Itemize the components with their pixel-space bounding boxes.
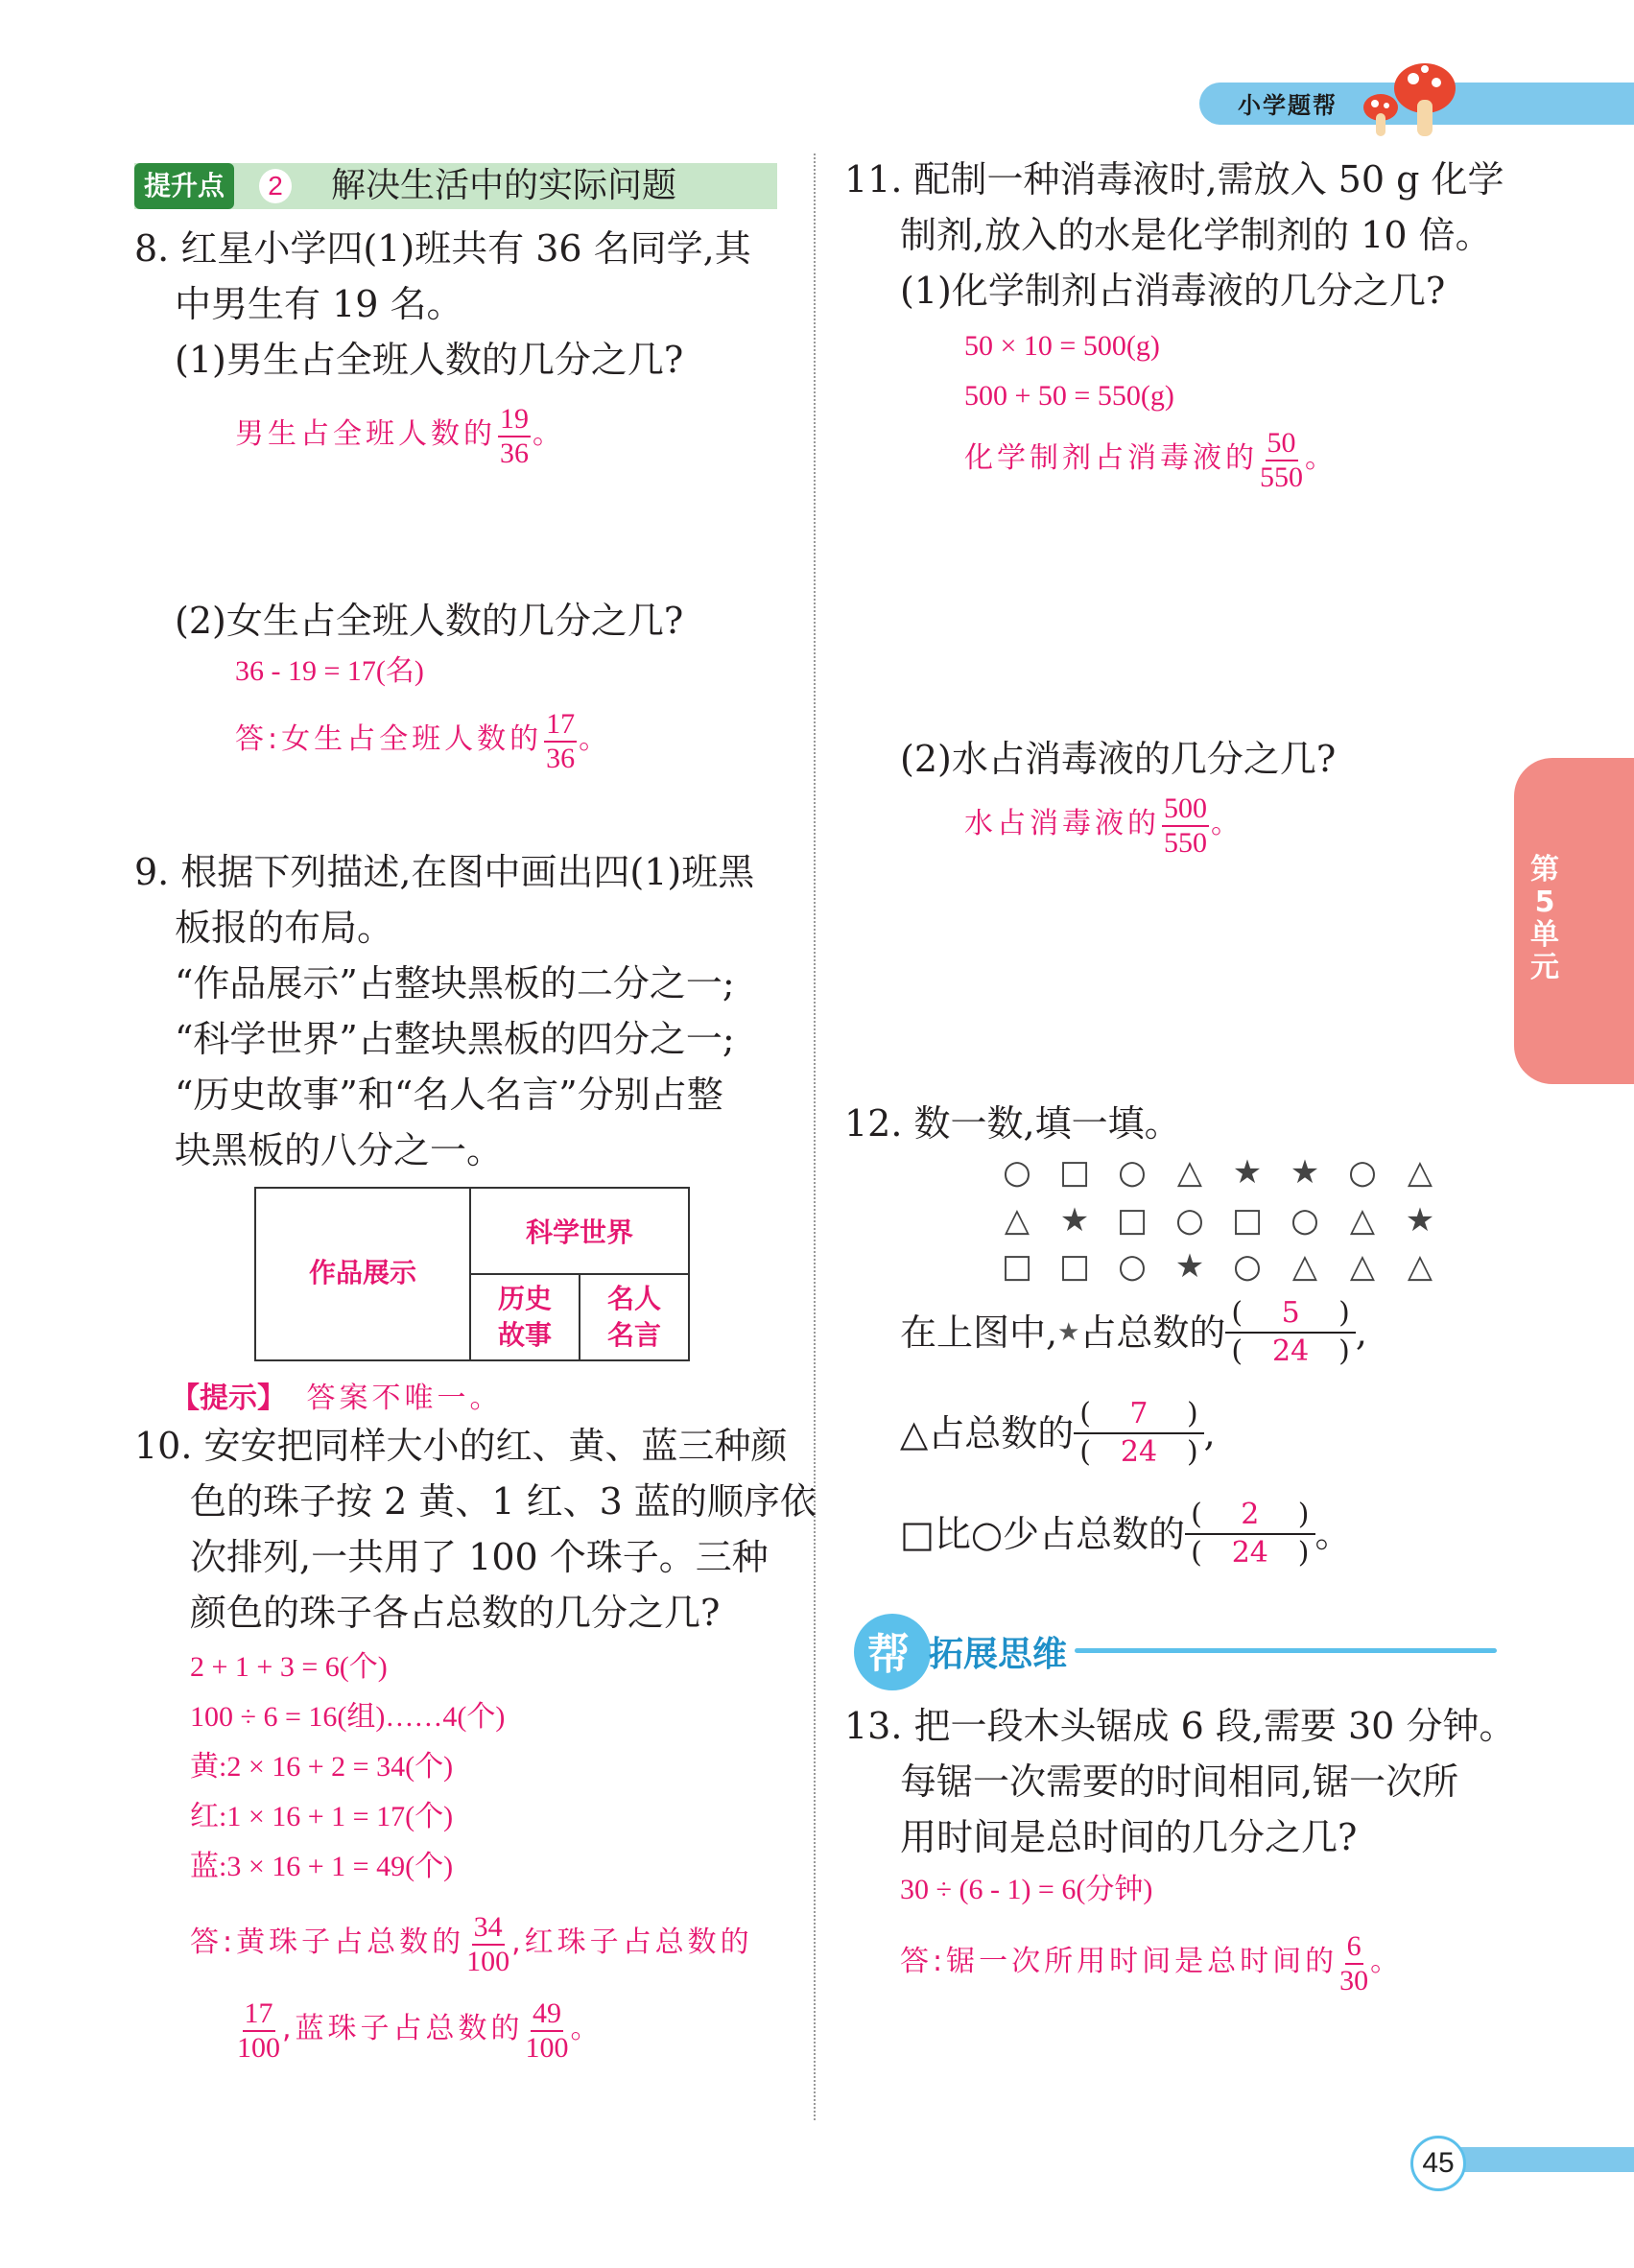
shape-cell: △ <box>1349 1201 1376 1240</box>
shape-cell: □ <box>1058 1153 1091 1192</box>
q10-answer-line2: $\frac{17}{100}$ ,蓝珠子占总数的 $\frac{49}{100}$ 。 <box>237 1997 600 2064</box>
shape-cell: □ <box>1058 1247 1091 1286</box>
shape-cell: △ <box>1291 1247 1318 1286</box>
q13-stem: 13. 把一段木头锯成 6 段,需要 30 分钟。 每锯一次需要的时间相同,锯一次所 用时间是总时间的几分之几? <box>844 1705 1516 1858</box>
q11-answer1: 化学制剂占消毒液的 $\frac{50}{550}$ 。 <box>964 427 1334 493</box>
blackboard-diagram <box>254 1187 690 1361</box>
ext-header-line <box>1075 1648 1497 1653</box>
shape-cell: ○ <box>1291 1201 1319 1240</box>
shapes-row <box>988 1245 1449 1288</box>
column-divider <box>814 154 816 2120</box>
q12-fill2: △占总数的 ( 7 ) ( 24 ) , <box>900 1397 1216 1469</box>
page-number: 45 <box>1410 2136 1466 2191</box>
q13-answer: 答:锯一次所用时间是总时间的 $\frac{6}{30}$ 。 <box>900 1930 1400 1996</box>
board-famous: 名人 名言 <box>606 1283 661 1351</box>
ext-header-title: 拓展思维 <box>929 1635 1068 1674</box>
section-badge: 提升点 <box>134 163 234 209</box>
q11-stem: 11. 配制一种消毒液时,需放入 50 g 化学 制剂,放入的水是化学制剂的 10 倍。 (1)化学制剂占消毒液的几分之几? <box>844 158 1504 312</box>
q12-fill3: □比○少占总数的 ( 2 ) ( 24 ) 。 <box>900 1498 1352 1570</box>
section-title: 解决生活中的实际问题 <box>331 166 677 205</box>
shape-cell: ○ <box>1118 1247 1147 1286</box>
shape-cell: ○ <box>1175 1201 1204 1240</box>
shape-cell: △ <box>1407 1153 1433 1192</box>
shape-cell: ○ <box>1003 1153 1031 1192</box>
q10-answer-line1: 答:黄珠子占总数的 $\frac{34}{100}$ ,红珠子占总数的 <box>190 1911 753 1977</box>
shape-cell: △ <box>1349 1247 1376 1286</box>
brand-label: 小学题帮 <box>1238 92 1338 119</box>
ext-header-mark: 帮 <box>867 1630 910 1679</box>
board-works: 作品展示 <box>308 1257 416 1288</box>
q8-calc: 36 - 19 = 17(名) <box>235 655 424 687</box>
shape-cell: △ <box>1407 1247 1433 1286</box>
shape-cell: □ <box>1001 1247 1033 1286</box>
q12-title: 12. 数一数,填一填。 <box>844 1102 1181 1145</box>
shape-cell: □ <box>1116 1201 1149 1240</box>
q10-calcs: 2 + 1 + 3 = 6(个) 100 ÷ 6 = 16(组)……4(个) 黄:2 × 16 + 2 = 34(个) 红:1 × 16 + 1 = 17(个) 蓝:3 × 16 + 1 = 49(个) <box>190 1651 506 1882</box>
shape-cell: ★ <box>1405 1201 1435 1240</box>
shape-cell: ★ <box>1290 1153 1320 1192</box>
q8-part2: (2)女生占全班人数的几分之几? <box>175 600 684 642</box>
page-number-bar <box>1439 2147 1634 2172</box>
shape-cell: ○ <box>1233 1247 1262 1286</box>
shape-cell: ○ <box>1348 1153 1377 1192</box>
star-icon: ★ <box>1057 1318 1080 1347</box>
q11-part2: (2)水占消毒液的几分之几? <box>900 738 1337 780</box>
board-science: 科学世界 <box>525 1217 633 1248</box>
q9-stem: 9. 根据下列描述,在图中画出四(1)班黑 板报的布局。 “作品展示”占整块黑板的二分之一; “科学世界”占整块黑板的四分之一; “历史故事”和“名人名言”分别占整 块黑板的八分之一。 <box>134 851 755 1171</box>
section-number: 2 <box>259 169 292 203</box>
mushroom-icon <box>1358 58 1463 144</box>
q11-calcs: 50 × 10 = 500(g) 500 + 50 = 550(g) <box>964 330 1174 412</box>
q8-answer2: 答:女生占全班人数的 $\frac{17}{36}$ 。 <box>235 708 608 774</box>
q11-answer2: 水占消毒液的 $\frac{500}{550}$ 。 <box>964 792 1240 859</box>
board-history: 历史 故事 <box>497 1283 552 1351</box>
q8-answer1: 男生占全班人数的 $\frac{19}{36}$ 。 <box>235 403 561 469</box>
shape-cell: □ <box>1231 1201 1264 1240</box>
q9-hint: 【提示】 答案不唯一。 <box>171 1382 503 1415</box>
unit-side-tab-label: 第5单元 <box>1530 853 1559 984</box>
q12-fill1: 在上图中, ★ 占总数的 ( 5 ) ( 24 ) , <box>900 1296 1367 1368</box>
shape-cell: △ <box>1004 1201 1030 1240</box>
q13-calc: 30 ÷ (6 - 1) = 6(分钟) <box>900 1874 1153 1905</box>
shape-cell: △ <box>1176 1153 1203 1192</box>
shape-cell: ○ <box>1118 1153 1147 1192</box>
shape-cell: ★ <box>1174 1247 1205 1286</box>
q10-stem: 10. 安安把同样大小的红、黄、蓝三种颜 色的珠子按 2 黄、1 红、3 蓝的顺序依 次排列,一共用了 100 个珠子。三种 颜色的珠子各占总数的几分之几? <box>134 1425 817 1634</box>
shapes-row <box>988 1199 1449 1241</box>
q8-stem: 8. 红星小学四(1)班共有 36 名同学,其 中男生有 19 名。 (1)男生占全班人数的几分之几? <box>134 227 751 381</box>
shapes-row <box>988 1151 1449 1193</box>
shape-cell: ★ <box>1059 1201 1090 1240</box>
shape-cell: ★ <box>1232 1153 1263 1192</box>
